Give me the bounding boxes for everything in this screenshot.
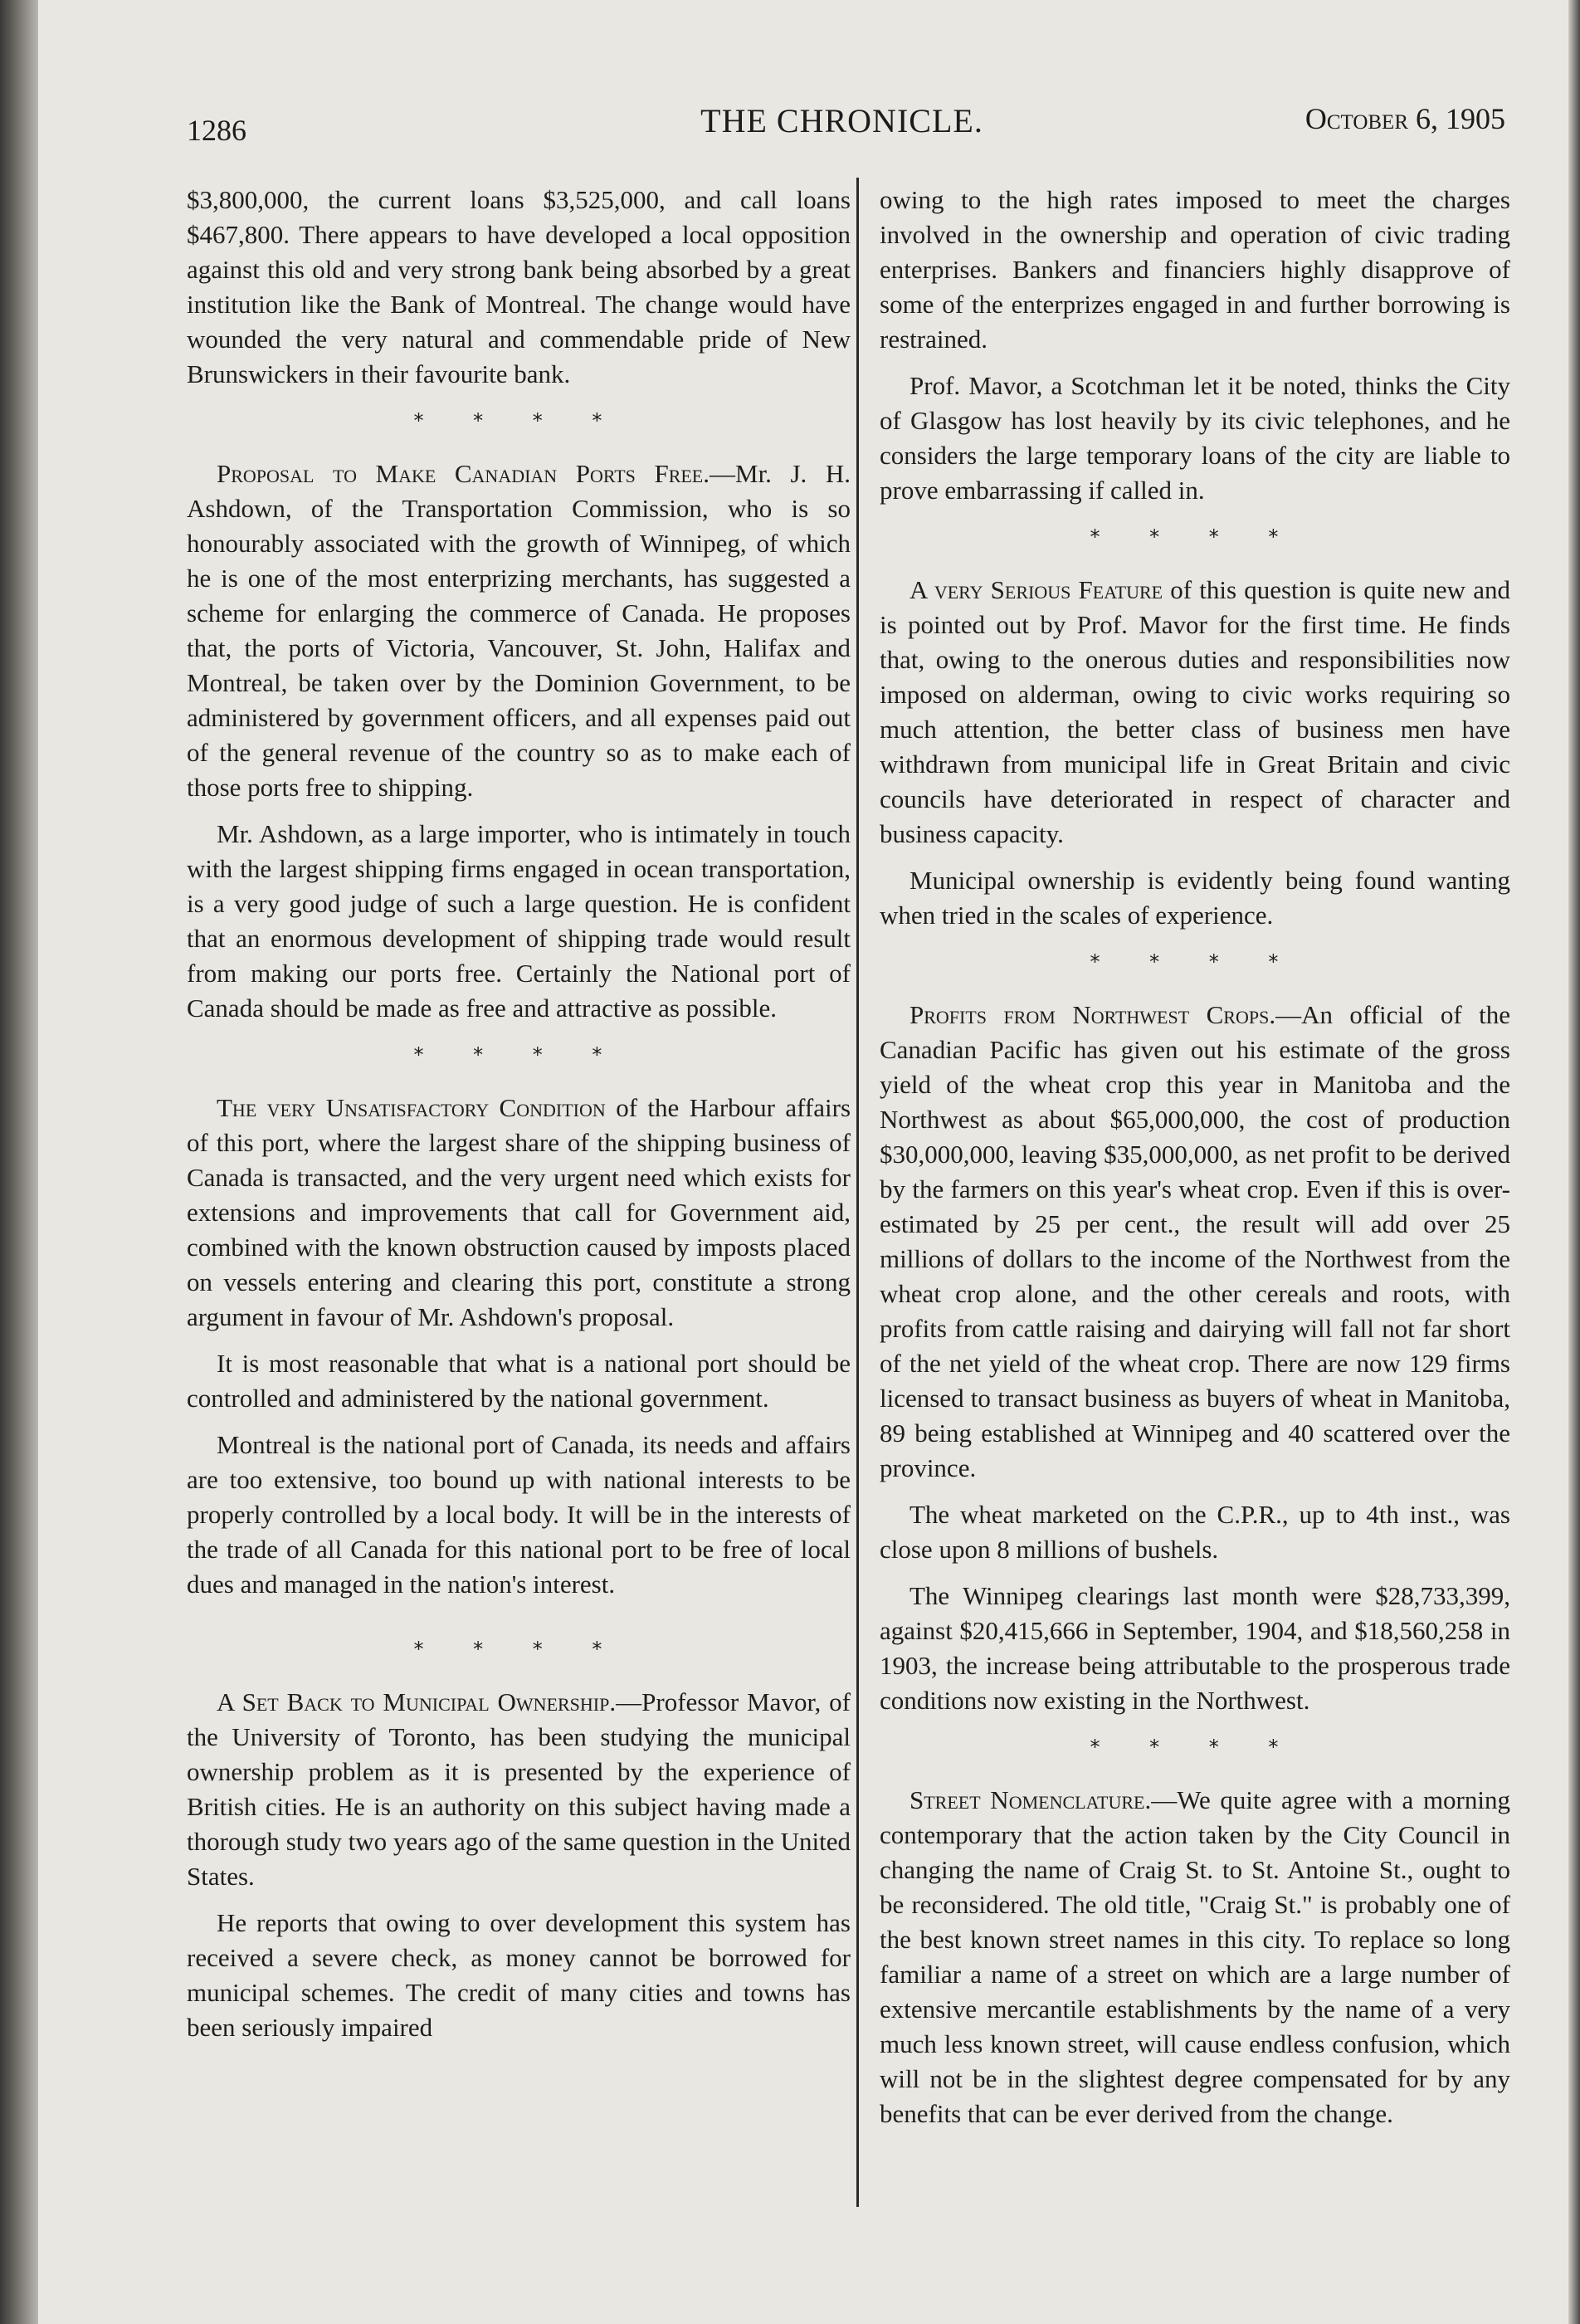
article-profits [880,998,1510,1486]
paragraph: owing to the high rates imposed to meet the charges involved in the ownership and operation of civic trading enterprises. Bankers and financiers highly disapprove of some of the enterprizes engaged in and further borrowing is restrained. [880,185,1510,354]
article-heading: A Set Back to Municipal Ownership. [217,1687,617,1716]
paragraph: Municipal ownership is evidently being found wanting when tried in the scales of experience. [880,866,1510,930]
paragraph-text: —We quite agree with a morning contemporary that the action taken by the City Council in changing the name of Craig St. to St. Antoine St., ought to be reconsidered. The old title, "Craig St." is probably one of the best known street names in this city. To replace so long familiar a name of a street on which are a large number of extensive mercantile establishments by the name of a very much less known street, will cause endless confusion, which will not be in the slightest degree compensated for by any benefits that can be ever derived from the change. [880,1785,1510,2128]
paragraph: Mr. Ashdown, as a large importer, who is intimately in touch with the largest shipping firms engaged in ocean transportation, is a very good judge of such a large question. He is confident that an enormous development of shipping trade would result from making our ports free. Certainly the National port of Canada should be made as free and attractive as possible. [187,819,851,1023]
paragraph: Prof. Mavor, a Scotchman let it be noted, thinks the City of Glasgow has lost heavily by its civic telephones, and he considers the large temporary loans of the city are liable to prove embarrassing if called in. [880,371,1510,505]
article-harbour [187,1091,851,1335]
paragraph-text: of this question is quite new and is pointed out by Prof. Mavor for the first time. He finds that, owing to the onerous duties and responsibilities now imposed on alderman, owing to civic works requiring so much attention, the better class of business men have withdrawn from municipal life in Great Britain and civic councils have deteriorated in respect of character and business capacity. [880,575,1510,848]
section-separator: * * * * [413,409,624,432]
article-heading: Street Nomenclature. [909,1785,1152,1814]
paragraph: It is most reasonable that what is a national port should be controlled and administered by the national government. [187,1349,851,1413]
article-heading: Profits from Northwest Crops. [909,1000,1276,1029]
publication-title: THE CHRONICLE. [700,102,983,139]
article-ports [187,456,851,805]
article-serious [880,573,1510,852]
paragraph: Montreal is the national port of Canada, its needs and affairs are too extensive, too bound up with national interests to be properly controlled by a local body. It will be in the interests of the trade of all Canada for this national port to be free of local dues and managed in the nation's interest. [187,1430,851,1599]
paragraph: The wheat marketed on the C.P.R., up to 4th inst., was close upon 8 millions of bushels. [880,1500,1510,1564]
paragraph-text: —Professor Mavor, of the University of Toronto, has been studying the municipal ownership problem as it is presented by the experience of British cities. He is an authority on this subject having made a thorough study two years ago of the same question in the United States. [187,1687,851,1891]
page-edge-shadow [1568,0,1580,2324]
right-column [880,183,1510,2143]
article-street [880,1783,1510,2131]
paragraph: The Winnipeg clearings last month were $28,733,399, against $20,415,666 in September, 1904, and $18,560,258 in 1903, the increase being attributable to the prosperous trade conditions now existing in the Northwest. [880,1581,1510,1715]
page-number: 1286 [187,114,246,147]
binding-shadow [0,0,38,2324]
page-header [178,90,1505,148]
section-separator: * * * * [1090,950,1300,974]
section-separator: * * * * [413,1638,624,1661]
paragraph: He reports that owing to over development this system has received a severe check, as money cannot be borrowed for municipal schemes. The credit of many cities and towns has been seriously impaired [187,1908,851,2042]
left-column [187,183,851,2057]
paragraph-text: —An official of the Canadian Pacific has given out his estimate of the gross yield of the wheat crop this year in Manitoba and the Northwest as about $65,000,000, the cost of production $30,000,000, leaving $35,000,000, as net profit to be derived by the farmers on this year's wheat crop. Even if this is over-estimated by 25 per cent., the result will add over 25 millions of dollars to the income of the Northwest from the wheat crop alone, and the other cereals and roots, with profits from cattle raising and dairying will fall not far short of the net yield of the wheat crop. There are now 129 firms licensed to transact business as buyers of wheat in Manitoba, 89 being established at Winnipeg and 40 scattered over the province. [880,1000,1510,1482]
article-heading: The very Unsatisfactory Condition [217,1093,606,1122]
paragraph: $3,800,000, the current loans $3,525,000, and call loans $467,800. There appears to have developed a local opposition against this old and very strong bank being absorbed by a great institution like the Bank of Montreal. The change would have wounded the very natural and commendable pride of New Brunswickers in their favourite bank. [187,185,851,388]
paragraph-text: of the Harbour affairs of this port, where the largest share of the shipping business of Canada is transacted, and the very urgent need which exists for extensions and improvements that call for Government aid, combined with the known obstruction caused by imposts placed on vessels entering and clearing this port, constitute a strong argument in favour of Mr. Ashdown's proposal. [187,1093,851,1331]
section-separator: * * * * [413,1043,624,1067]
article-heading: A very Serious Feature [909,575,1163,604]
section-separator: * * * * [1090,1736,1300,1759]
article-setback [187,1685,851,1894]
paragraph-text: —Mr. J. H. Ashdown, of the Transportation Commission, who is so honourably associated with the growth of Winnipeg, of which he is one of the most enterprizing merchants, has suggested a scheme for enlarging the commerce of Canada. He proposes that, the ports of Victoria, Vancouver, St. John, Halifax and Montreal, be taken over by the Dominion Government, to be administered by government officers, and all expenses paid out of the general revenue of the country so as to make each of those ports free to shipping. [187,459,851,802]
column-divider [856,178,859,2207]
section-separator: * * * * [1090,525,1300,549]
issue-date: October 6, 1905 [1304,102,1505,135]
article-heading: Proposal to Make Canadian Ports Free. [217,459,710,488]
